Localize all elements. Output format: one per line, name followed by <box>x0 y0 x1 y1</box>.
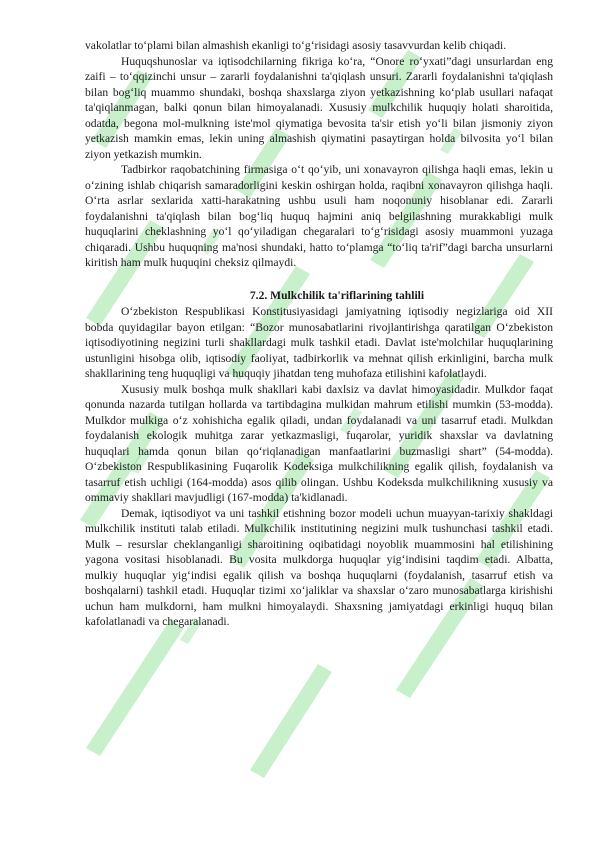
document-page <box>85 38 553 630</box>
paragraph-conclusion: Demak, iqtisodiyot va uni tashkil etishning bozor modeli uchun muayyan-tarixiy shakldagi mulkchilik instituti talab etiladi. Mulkchilik institutining negizini mulk tushunchasi tashkil etadi. Mulk – resurslar cheklanganligi sharoitining oqibatidagi noyoblik muammosini hal etilishining yagona vositasi hisoblanadi. Bu vosita mulkdorga huquqlar yig‘indisini taqdim etadi. Albatta, mulkiy huquqlar yig‘indisi egalik qilish va boshqa huquqlarni (foydalanish, tasarruf etish va boshqalarni) tashkil etadi. Huquqlar tizimi xo‘jaliklar va shaxslar o‘zaro munosabatlarga kirishishi uchun ham mulkdorni, ham mulkni himoyalaydi. Shaxsning jamiyatdagi erkinligi huquq bilan kafolatlanadi va chegaralanadi. <box>85 506 553 628</box>
paragraph-onore-list: Huquqshunoslar va iqtisodchilarning fikriga ko‘ra, “Onore ro‘yxati”dagi unsurlardan eng zaifi – to‘qqizinchi unsur – zararli foydalanishni ta'qiqlash unsuri. Zararli foydalanishni ta'qiqlash bilan bog‘liq muammo shundaki, boshqa shaxslarga ziyon yetkazishning ko‘plab usullari nafaqat ta'qiqlanmagan, balki qonun bilan himoyalanadi. Xususiy mulkchilik huquqiy holati sharoitida, odatda, begona mol-mulkning iste'mol qiymatiga bevosita ta'sir etish yo‘li bilan jismoniy ziyon yetkazish mamkin emas, lekin uning almashish qiymatini pasaytirgan holda bilvosita yo‘l bilan ziyon yetkazish mumkin. <box>85 54 553 161</box>
paragraph-entrepreneur: Tadbirkor raqobatchining firmasiga o‘t qo‘yib, uni xonavayron qilishga haqli emas, lekin u o‘zining ishlab chiqarish samaradorligini keskin oshirgan holda, raqibni xonavayron qilishga haqli. O‘rta asrlar sexlarida xatti-harakatning ushbu usuli ham noqonuniy hisoblanar edi. Zararli foydalanishni ta'qiqlash bilan bog‘liq huquq hajmini aniq belgilashning murakkabligi mulk huquqlarini cheklashning yo‘l qo‘yiladigan chegaralari to‘g‘risidagi asosiy muammoni yuzaga chiqaradi. Ushbu huquqning ma'nosi shundaki, hatto to‘plamga “to‘liq ta'rif”dagi barcha unsurlarni kiritish ham mulk huquqini cheksiz qilmaydi. <box>85 163 553 269</box>
paragraph-continuation: vakolatlar to‘plami bilan almashish ekanligi to‘g‘risidagi asosiy tasavvurdan kelib chiqadi. <box>85 39 507 52</box>
paragraph-constitution: O‘zbekiston Respublikasi Konstitusiyasidagi jamiyatning iqtisodiy negizlariga oid XII bobda quyidagilar bayon etilgan: “Bozor munosabatlarini rivojlantirishga qaratilgan O‘zbekiston iqtisodiyotining negizini turli shakllardagi mulk tashkil etadi. Davlat iste'molchilar huquqlarining ustunligini hisobga olib, iqtisodiy faoliyat, tadbirkorlik va mehnat qilish erkinligini, barcha mulk shakllarining teng huquqligi va huquqiy jihatdan teng muhofaza etilishini kafolatlaydi. <box>85 305 553 380</box>
paragraph-private-property: Xususiy mulk boshqa mulk shakllari kabi daxlsiz va davlat himoyasidadir. Mulkdor faqat qonunda nazarda tutilgan hollarda va tartibdagina mulkidan mahrum etilishi mumkin (53-modda). Mulkdor mulkiga o‘z xohishicha egalik qiladi, undan foydalanadi va uni tasarruf etadi. Mulkdan foydalanish ekologik muhitga zarar yetkazmasligi, fuqarolar, yuridik shaxslar va davlatning huquqlari hamda qonun bilan qo‘riqlanadigan manfaatlarini buzmasligi shart” (54-modda). O‘zbekiston Respublikasining Fuqarolik Kodeksiga mulkchilikning egalik qilish, foydalanish va tasarruf etish uchligi (164-modda) asos qilib olingan. Ushbu Kodeksda mulkchilikning xususiy va ommaviy shakllari mavjudligi (167-modda) ta'kidlanadi. <box>85 382 553 504</box>
section-heading: 7.2. Mulkchilik ta'riflarining tahlili <box>249 288 425 302</box>
